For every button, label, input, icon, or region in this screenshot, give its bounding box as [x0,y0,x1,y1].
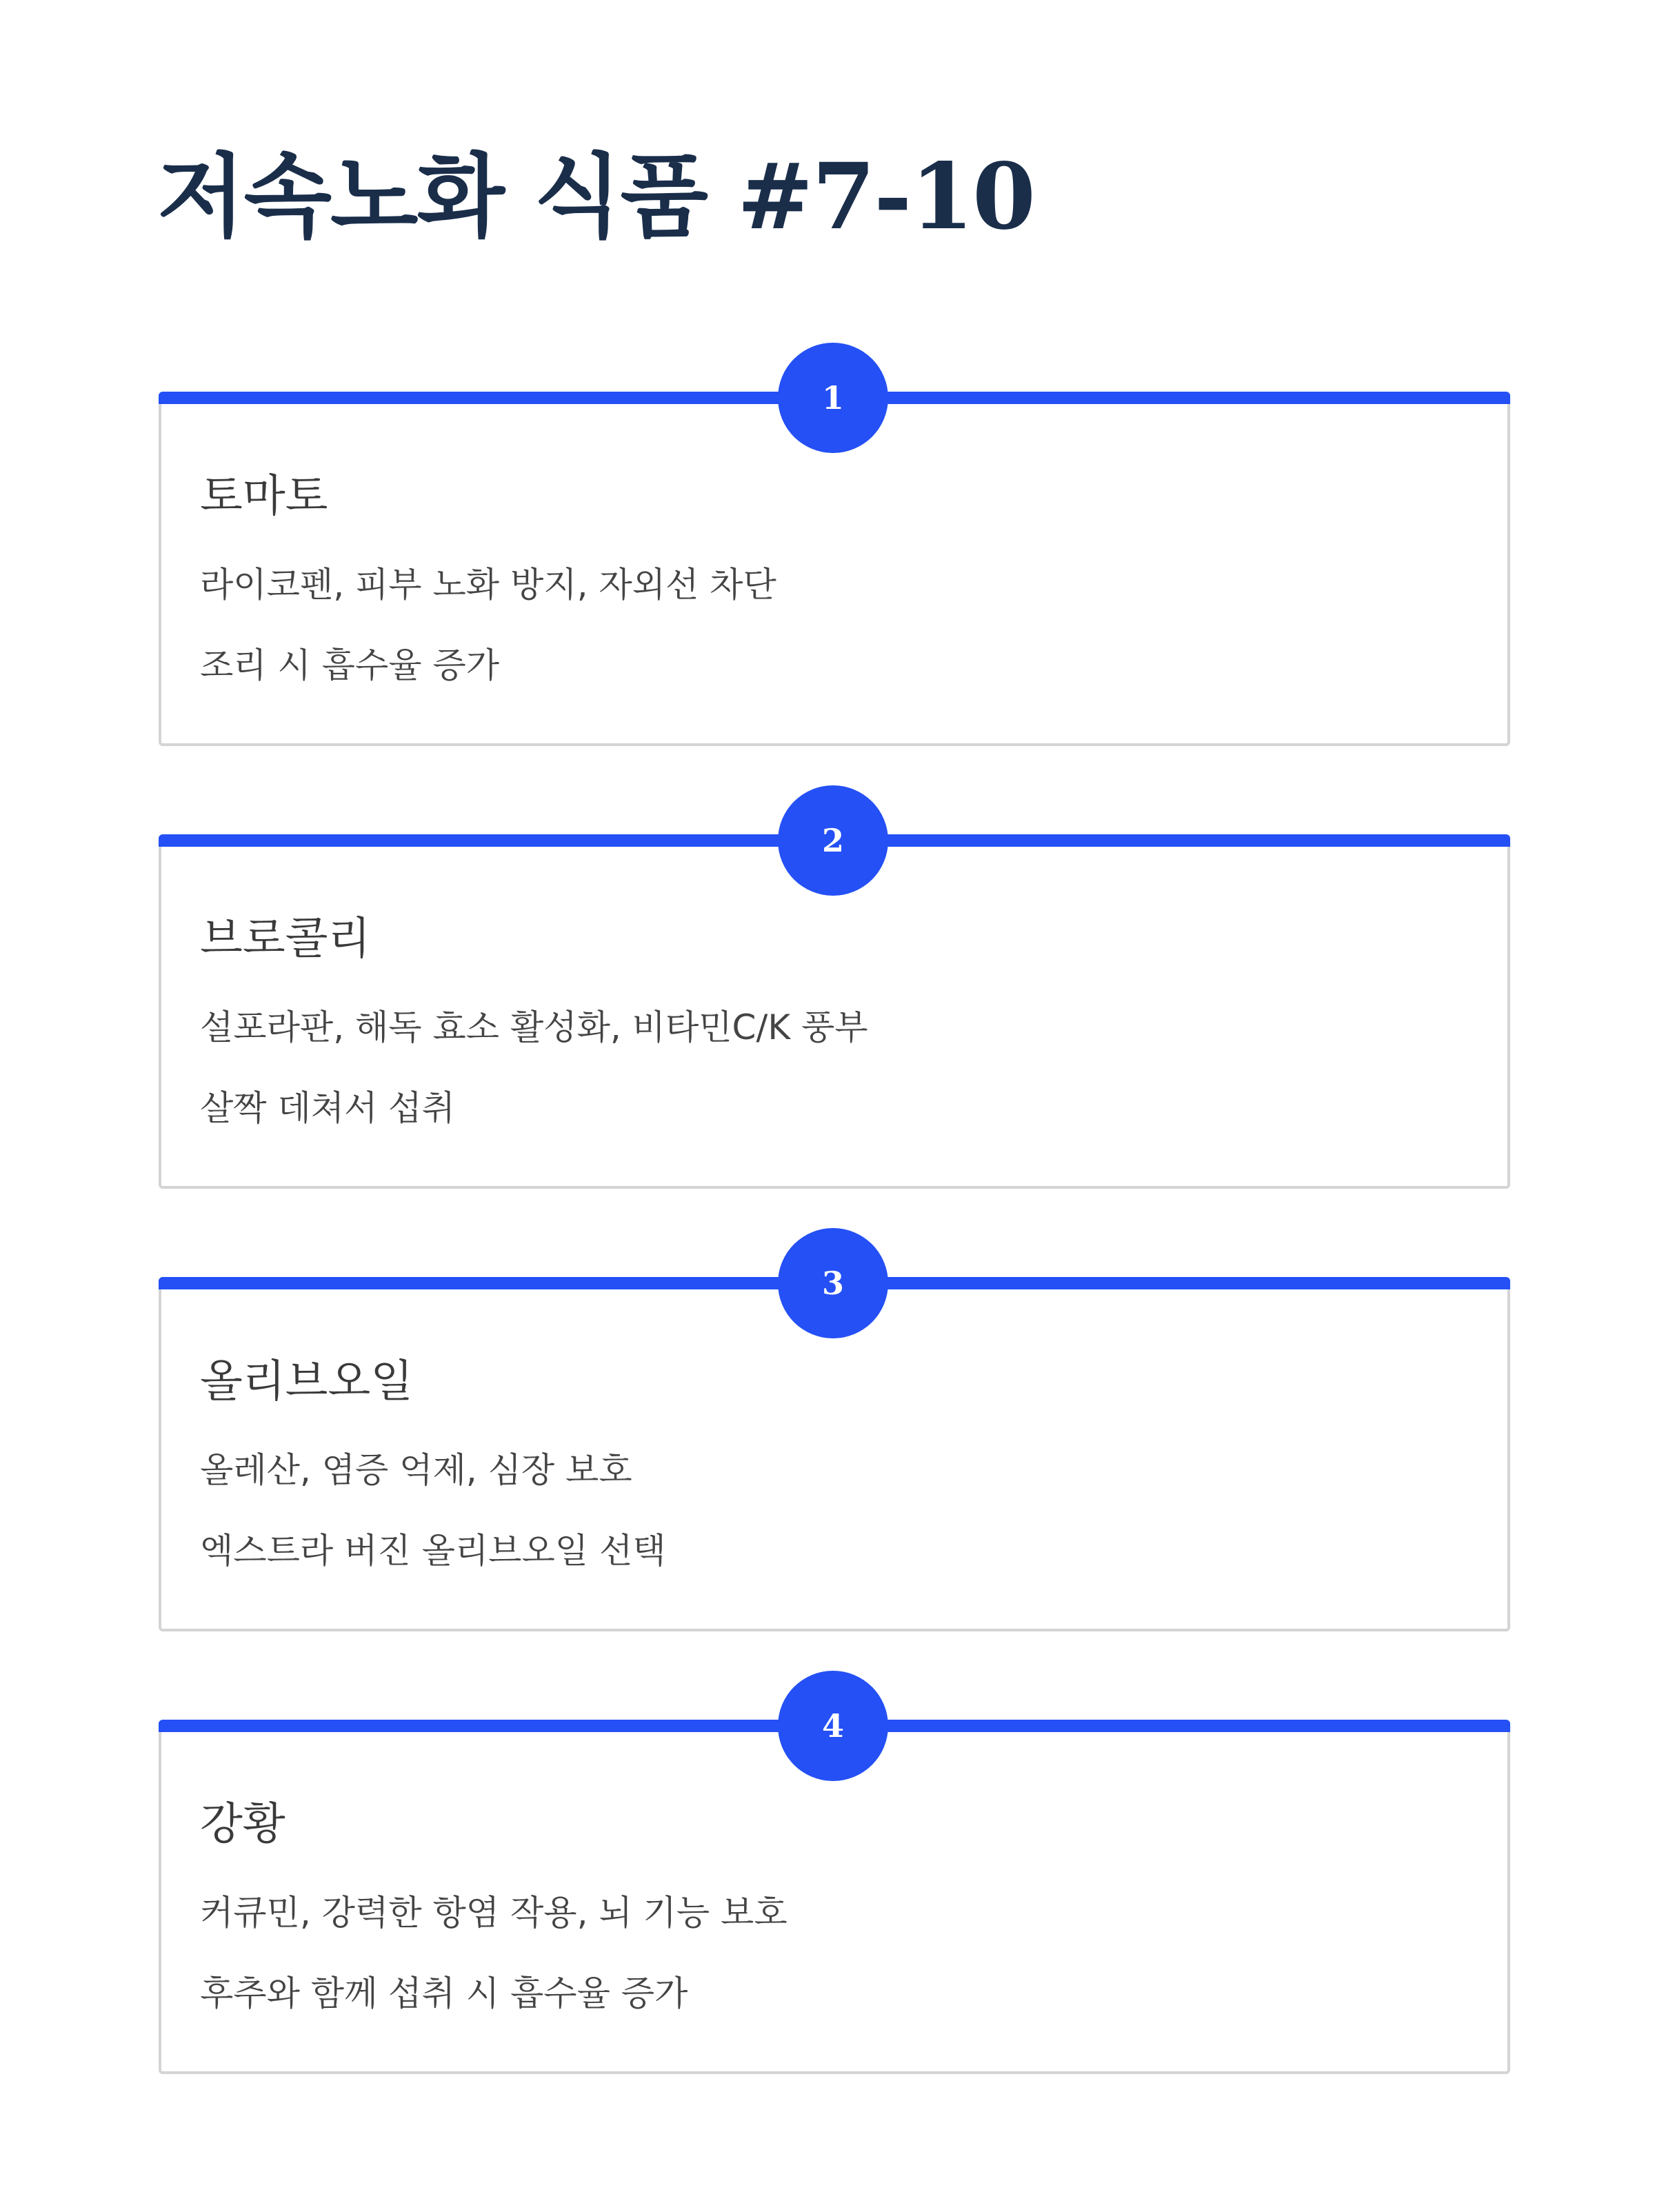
food-benefit: 라이코펜, 피부 노화 방지, 자외선 차단 [200,565,776,605]
food-tip: 후추와 함께 섭취 시 흡수율 증가 [200,1973,688,2013]
card-number-badge: 1 [778,343,888,453]
food-benefit: 커큐민, 강력한 항염 작용, 뇌 기능 보호 [200,1893,788,1933]
food-tip: 조리 시 흡수율 증가 [200,645,500,685]
page-title: 저속노화 식품 #7-10 [157,143,1034,250]
card-number-badge: 3 [778,1228,888,1338]
food-card-list [159,379,1510,2074]
food-name: 토마토 [200,471,328,522]
food-name: 올리브오일 [200,1356,414,1407]
food-tip: 엑스트라 버진 올리브오일 선택 [200,1531,666,1571]
card-number-badge: 4 [778,1671,888,1781]
food-card [159,1707,1510,2074]
food-name: 강황 [200,1799,285,1850]
food-name: 브로콜리 [200,914,371,965]
food-card [159,379,1510,746]
card-number-badge: 2 [778,785,888,896]
food-benefit: 설포라판, 해독 효소 활성화, 비타민C/K 풍부 [200,1007,868,1047]
food-tip: 살짝 데쳐서 섭취 [200,1088,455,1128]
food-benefit: 올레산, 염증 억제, 심장 보호 [200,1450,632,1490]
food-card [159,1265,1510,1631]
food-card [159,822,1510,1189]
